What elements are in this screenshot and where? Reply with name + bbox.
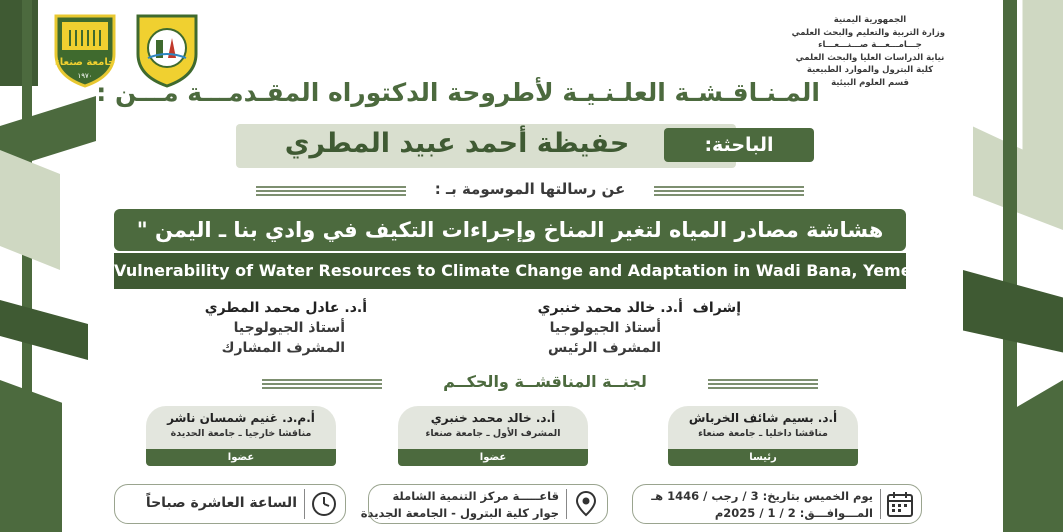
member-role: مناقشا خارجيا ـ جامعة الحديدة [170, 428, 312, 439]
committee-stripe-right [708, 379, 818, 389]
separator [880, 489, 881, 519]
separator [304, 489, 305, 519]
institution-line: قسم العلوم البيئية [831, 77, 909, 88]
committee-member-external [146, 406, 336, 466]
member-badge: عضوا [398, 449, 588, 466]
researcher-label: الباحثة: [664, 128, 814, 162]
right-ribbon-top [973, 0, 1063, 230]
main-supervisor [538, 300, 741, 356]
event-date-box [632, 484, 922, 524]
left-ribbon-band-4 [0, 380, 62, 532]
researcher-name: حفيظة أحمد عبيد المطري [284, 128, 630, 159]
institution-line: نيابة الدراسات العليا والبحث العلمي [795, 52, 945, 63]
institution-line: كلية البترول والموارد الطبيعية [806, 65, 934, 75]
subtitle-stripe-left [256, 186, 406, 196]
committee-stripe-left [262, 379, 382, 389]
event-venue-hall: قاعـــــة مركز التنمية الشاملة [392, 489, 559, 503]
event-venue-location: جوار كلية البترول - الجامعة الجديدة [360, 506, 559, 520]
co-supervisor-name: أ.د. عادل محمد المطري [204, 300, 367, 316]
institution-line: الجمهورية اليمنية [833, 15, 907, 25]
left-ribbon-top [0, 0, 38, 86]
page-title: المـنـاقـشـة العلـنـيـة لأطروحة الدكتوراه المقـدمـــة مـــن : [96, 78, 820, 107]
main-supervisor-name: أ.د. خالد محمد خنبري [537, 300, 683, 316]
clock-icon [309, 489, 339, 519]
thesis-title-english: Vulnerability of Water Resources to Climate Change and Adaptation in Wadi Bana, Yemen. [114, 253, 906, 289]
sanaa-university-logo [52, 10, 118, 88]
event-date-gregorian: المـــوافـــق: 2 / 1 / 2025م [714, 506, 873, 520]
left-ribbon-band-2 [0, 150, 60, 270]
location-pin-icon [571, 489, 601, 519]
member-badge: رئيسا [668, 449, 858, 466]
co-supervisor-role: المشرف المشارك [221, 340, 345, 356]
member-name: أ.م.د. غنيم شمسان ناشر [167, 411, 315, 425]
thesis-title-arabic: هشاشة مصادر المياه لتغير المناخ وإجراءات التكيف في وادي بنا ـ اليمن " [114, 209, 906, 251]
co-supervisor [205, 300, 367, 356]
logo-text: جامعة صنعاء [54, 57, 116, 68]
separator [566, 489, 567, 519]
logo-year: ١٩٧٠ [77, 72, 93, 80]
event-date-hijri: يوم الخميس بتاريخ: 3 / رجب / 1446 هـ [651, 489, 873, 503]
event-time: الساعة العاشرة صباحاً [145, 495, 297, 511]
subtitle-stripe-right [654, 186, 804, 196]
committee-title: لجنــة المناقشــة والحكــم [443, 372, 647, 391]
faculty-logo [134, 10, 200, 88]
left-ribbon-band-3 [0, 300, 88, 360]
event-time-box [114, 484, 346, 524]
co-supervisor-title: أستاذ الجيولوجيا [233, 320, 345, 336]
member-role: المشرف الأول ـ جامعة صنعاء [425, 428, 561, 439]
thesis-intro: عن رسالتها الموسومة بـ : [434, 180, 626, 198]
committee-member-supervisor [398, 406, 588, 466]
institution-line: جـــامـــعـــة صـــنـــعـــاء [818, 40, 922, 50]
main-supervisor-role: المشرف الرئيس [547, 340, 661, 356]
institution-line: وزارة التربية والتعليم والبحث العلمي [791, 27, 945, 38]
right-ribbon-band-2 [1011, 380, 1063, 532]
supervision-label: إشراف [692, 300, 741, 316]
member-name: أ.د. خالد محمد خنبري [430, 411, 556, 425]
main-supervisor-title: أستاذ الجيولوجيا [549, 320, 661, 336]
member-badge: عضوا [146, 449, 336, 466]
member-role: مناقشا داخليا ـ جامعة صنعاء [698, 428, 828, 439]
member-name: أ.د. بسيم شائف الخرباش [688, 411, 838, 425]
committee-member-chair [668, 406, 858, 466]
calendar-icon [885, 489, 915, 519]
event-venue-box [360, 484, 608, 524]
